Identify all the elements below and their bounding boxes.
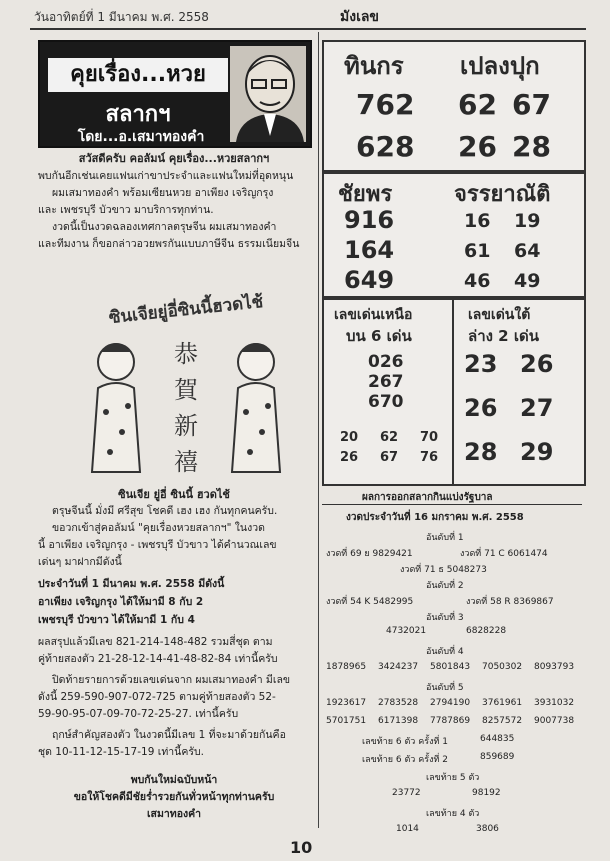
column-byline: โดย...อ.เสมาทองคำ: [77, 129, 205, 145]
box2-number: 64: [514, 240, 541, 262]
publication-name: มังเลข: [340, 9, 379, 25]
article-para1b: ผมเสมาทองคำ พร้อมเซียนหวย อาเพียง เจริญกรุง: [52, 187, 274, 199]
box2-number: 46: [464, 270, 491, 292]
box3-number: 267: [368, 372, 404, 392]
last6-first-label: เลขท้าย 6 ตัว ครั้งที่ 1: [362, 737, 448, 747]
box2-heading-left: ชัยพร: [338, 182, 393, 207]
results-date: งวดประจำวันที่ 16 มกราคม พ.ศ. 2558: [346, 512, 524, 523]
article-para7b: ชุด 10-11-12-15-17-19 เท่านี้ครับ.: [38, 746, 204, 758]
prize5-number: 3931032: [534, 698, 575, 708]
box2-number: 61: [464, 240, 491, 262]
article-para3c: นี้ อาเพียง เจริญกรุง - เพชรบุรี บัวขาว ได้คำนวณเลข: [38, 539, 277, 551]
column-title-line1: คุยเรื่อง...หวย: [48, 58, 228, 92]
prize5-number: 2783528: [378, 698, 419, 708]
prize5-number: 9007738: [534, 716, 575, 726]
last5-number: 23772: [392, 788, 421, 798]
last4-label: เลขท้าย 4 ตัว: [426, 809, 480, 819]
closing-line2: ขอให้โชคดีมีชัยร่ำรวยกันทั่วหน้าทุกท่านครับ: [73, 791, 275, 803]
article-para6c: 59-90-95-07-09-70-72-25-27. เท่านี้ครับ: [38, 708, 239, 720]
prize4-number: 8093793: [534, 662, 575, 672]
children-illustration: [70, 322, 302, 482]
closing-line1: พบกันใหม่ฉบับหน้า: [130, 774, 218, 786]
box1-number: 67: [512, 88, 551, 121]
results-rule: [322, 504, 582, 505]
prize4-number: 3424237: [378, 662, 419, 672]
box1-number: 762: [356, 88, 415, 121]
article-para5b: คู่ท้ายสองตัว 21-28-12-14-41-48-82-84 เท่านี้ครับ: [38, 653, 278, 665]
article-para5a: ผลสรุปแล้วมีเลข 821-214-148-482 รวมสี่ชุด ตาม: [38, 636, 273, 648]
article-para6a: ปิดท้ายรายการด้วยเลขเด่นจาก ผมเสมาทองคำ มีเลข: [52, 674, 291, 686]
column-title-line2: สลากฯ: [105, 102, 171, 127]
box2-number: 19: [514, 210, 541, 232]
last5-number: 98192: [472, 788, 501, 798]
column-title-box: [38, 40, 312, 148]
box3-small-number: 67: [380, 450, 399, 465]
article-para1c: และ เพชรบุรี บัวขาว มาบริการทุกท่าน.: [38, 204, 214, 216]
prize5-number: 2794190: [430, 698, 471, 708]
article-para3b: ขอวกเข้าสู่คอลัมน์ "คุยเรื่องหวยสลากฯ" ในงวด: [52, 522, 265, 534]
prize4-number: 1878965: [326, 662, 367, 672]
last4-number: 1014: [396, 824, 419, 834]
results-title: ผลการออกสลากกินแบ่งรัฐบาล: [362, 492, 493, 503]
box3-number: 670: [368, 392, 404, 412]
box1-heading-right: เปลงปุก: [460, 52, 540, 80]
prize3-label: อันดับที่ 3: [426, 613, 464, 623]
box3-divider: [452, 300, 454, 484]
box3-heading-lower: เลขเด่นใต้: [468, 307, 531, 323]
box1-number: 26: [458, 130, 497, 163]
box1-number: 28: [512, 130, 551, 163]
prize5-number: 7787869: [430, 716, 471, 726]
prize4-number: 5801843: [430, 662, 471, 672]
last6-first-value: 644835: [480, 734, 515, 744]
article-para2b: และทีมงาน ก็ขอกล่าวอวยพรกันแบบภาษีจีน ธรรมเนียมจีน: [38, 238, 300, 250]
prize4-number: 7050302: [482, 662, 523, 672]
svg-text:賀: 賀: [174, 376, 198, 404]
svg-text:恭: 恭: [174, 340, 198, 368]
article-para7a: ฤกษ์สำคัญสองตัว ในงวดนี้มีเลข 1 ที่จะมาด้วยกันคือ: [52, 729, 286, 741]
closing-signature: เสมาทองคำ: [146, 808, 202, 820]
box3-heading-upper: เลขเด่นเหนือ: [334, 307, 413, 323]
article-greeting: สวัสดีครับ คอลัมน์ คุยเรื่อง...หวยสลากฯ: [78, 152, 270, 165]
box1-heading-left: ทินกร: [344, 52, 404, 80]
box2-number: 49: [514, 270, 541, 292]
prize2-label: อันดับที่ 2: [426, 581, 464, 591]
prize5-label: อันดับที่ 5: [426, 683, 464, 693]
box3-number: 026: [368, 352, 404, 372]
box3-number: 28: [464, 438, 498, 466]
new-year-poster: [70, 292, 302, 482]
prize5-number: 6171398: [378, 716, 419, 726]
prize1-line: งวดที่ 71 C 6061474: [460, 549, 548, 559]
prize5-number: 3761961: [482, 698, 523, 708]
last6-second-label: เลขท้าย 6 ตัว ครั้งที่ 2: [362, 755, 448, 765]
box3-number: 29: [520, 438, 554, 466]
prize2-line: งวดที่ 54 K 5482995: [326, 597, 414, 607]
article-para4c: เพชรบุรี บัวขาว ได้ให้มามี 1 กับ 4: [38, 614, 195, 626]
box3-number: 26: [464, 394, 498, 422]
box3-small-number: 62: [380, 430, 399, 445]
box3-number: 27: [520, 394, 554, 422]
header-rule: [30, 28, 586, 30]
poster-title: ซินเจียยู่อี่ซินนี้ฮวดไช้: [107, 291, 265, 329]
page-number: 10: [290, 838, 313, 857]
prize3-number: 4732021: [386, 626, 427, 636]
last6-second-value: 859689: [480, 752, 515, 762]
prediction-box-3: [322, 298, 586, 486]
box2-number: 649: [344, 266, 395, 294]
poster-caption: ซินเจีย ยู่อี่ ซินนี้ ฮวดไช้: [118, 488, 230, 501]
prize1-line: งวดที่ 71 ธ 5048273: [400, 565, 487, 575]
box3-number: 26: [520, 350, 554, 378]
box2-heading-right: จรรยาณัติ: [454, 182, 551, 207]
box2-number: 916: [344, 206, 395, 234]
box3-subheading-lower: ล่าง 2 เด่น: [468, 327, 539, 345]
prediction-box-1: [322, 40, 586, 172]
article-para3d: เด่นๆ มาฝากมีดังนี้: [38, 556, 122, 568]
svg-text:新: 新: [174, 412, 198, 440]
article-para3a: ตรุษจีนนี้ มั่งมี ศรีสุข โชคดี เฮง เฮง กันทุกคนครับ.: [52, 505, 278, 517]
box2-number: 16: [464, 210, 491, 232]
prize1-line: งวดที่ 69 ย 9829421: [326, 549, 413, 559]
lottery-results: [322, 490, 586, 834]
last4-number: 3806: [476, 824, 499, 834]
box3-small-number: 20: [340, 430, 359, 445]
box3-number: 23: [464, 350, 498, 378]
box3-small-number: 76: [420, 450, 439, 465]
article-para1a: พบกันอีกเช่นเคยแฟนเก่าขาประจำและแฟนใหม่ที่อุดหนุน: [38, 170, 294, 182]
prize3-number: 6828228: [466, 626, 507, 636]
article-para2a: งวดนี้เป็นงวดฉลองเทศกาลตรุษจีน ผมเสมาทองคำ: [52, 221, 277, 233]
column-article: [30, 32, 319, 828]
box3-subheading-upper: บน 6 เด่น: [346, 327, 412, 345]
article-para4a: ประจำวันที่ 1 มีนาคม พ.ศ. 2558 มีดังนี้: [38, 578, 225, 590]
prediction-box-2: [322, 172, 586, 298]
box1-number: 62: [458, 88, 497, 121]
last5-label: เลขท้าย 5 ตัว: [426, 773, 480, 783]
prize4-label: อันดับที่ 4: [426, 647, 464, 657]
box2-number: 164: [344, 236, 395, 264]
prize5-number: 1923617: [326, 698, 367, 708]
prize2-line: งวดที่ 58 R 8369867: [466, 597, 554, 607]
box3-small-number: 70: [420, 430, 439, 445]
issue-date: วันอาทิตย์ที่ 1 มีนาคม พ.ศ. 2558: [34, 10, 209, 24]
box3-small-number: 26: [340, 450, 359, 465]
box1-number: 628: [356, 130, 415, 163]
svg-text:禧: 禧: [174, 448, 198, 476]
author-portrait: [230, 46, 306, 142]
prize5-number: 8257572: [482, 716, 523, 726]
prize5-number: 5701751: [326, 716, 367, 726]
prize1-label: อันดับที่ 1: [426, 533, 464, 543]
article-para6b: ดังนี้ 259-590-907-072-725 ตามคู่ท้ายสองตัว 52-: [38, 691, 276, 703]
article-para4b: อาเพียง เจริญกรุง ได้ให้มามี 8 กับ 2: [38, 596, 204, 608]
